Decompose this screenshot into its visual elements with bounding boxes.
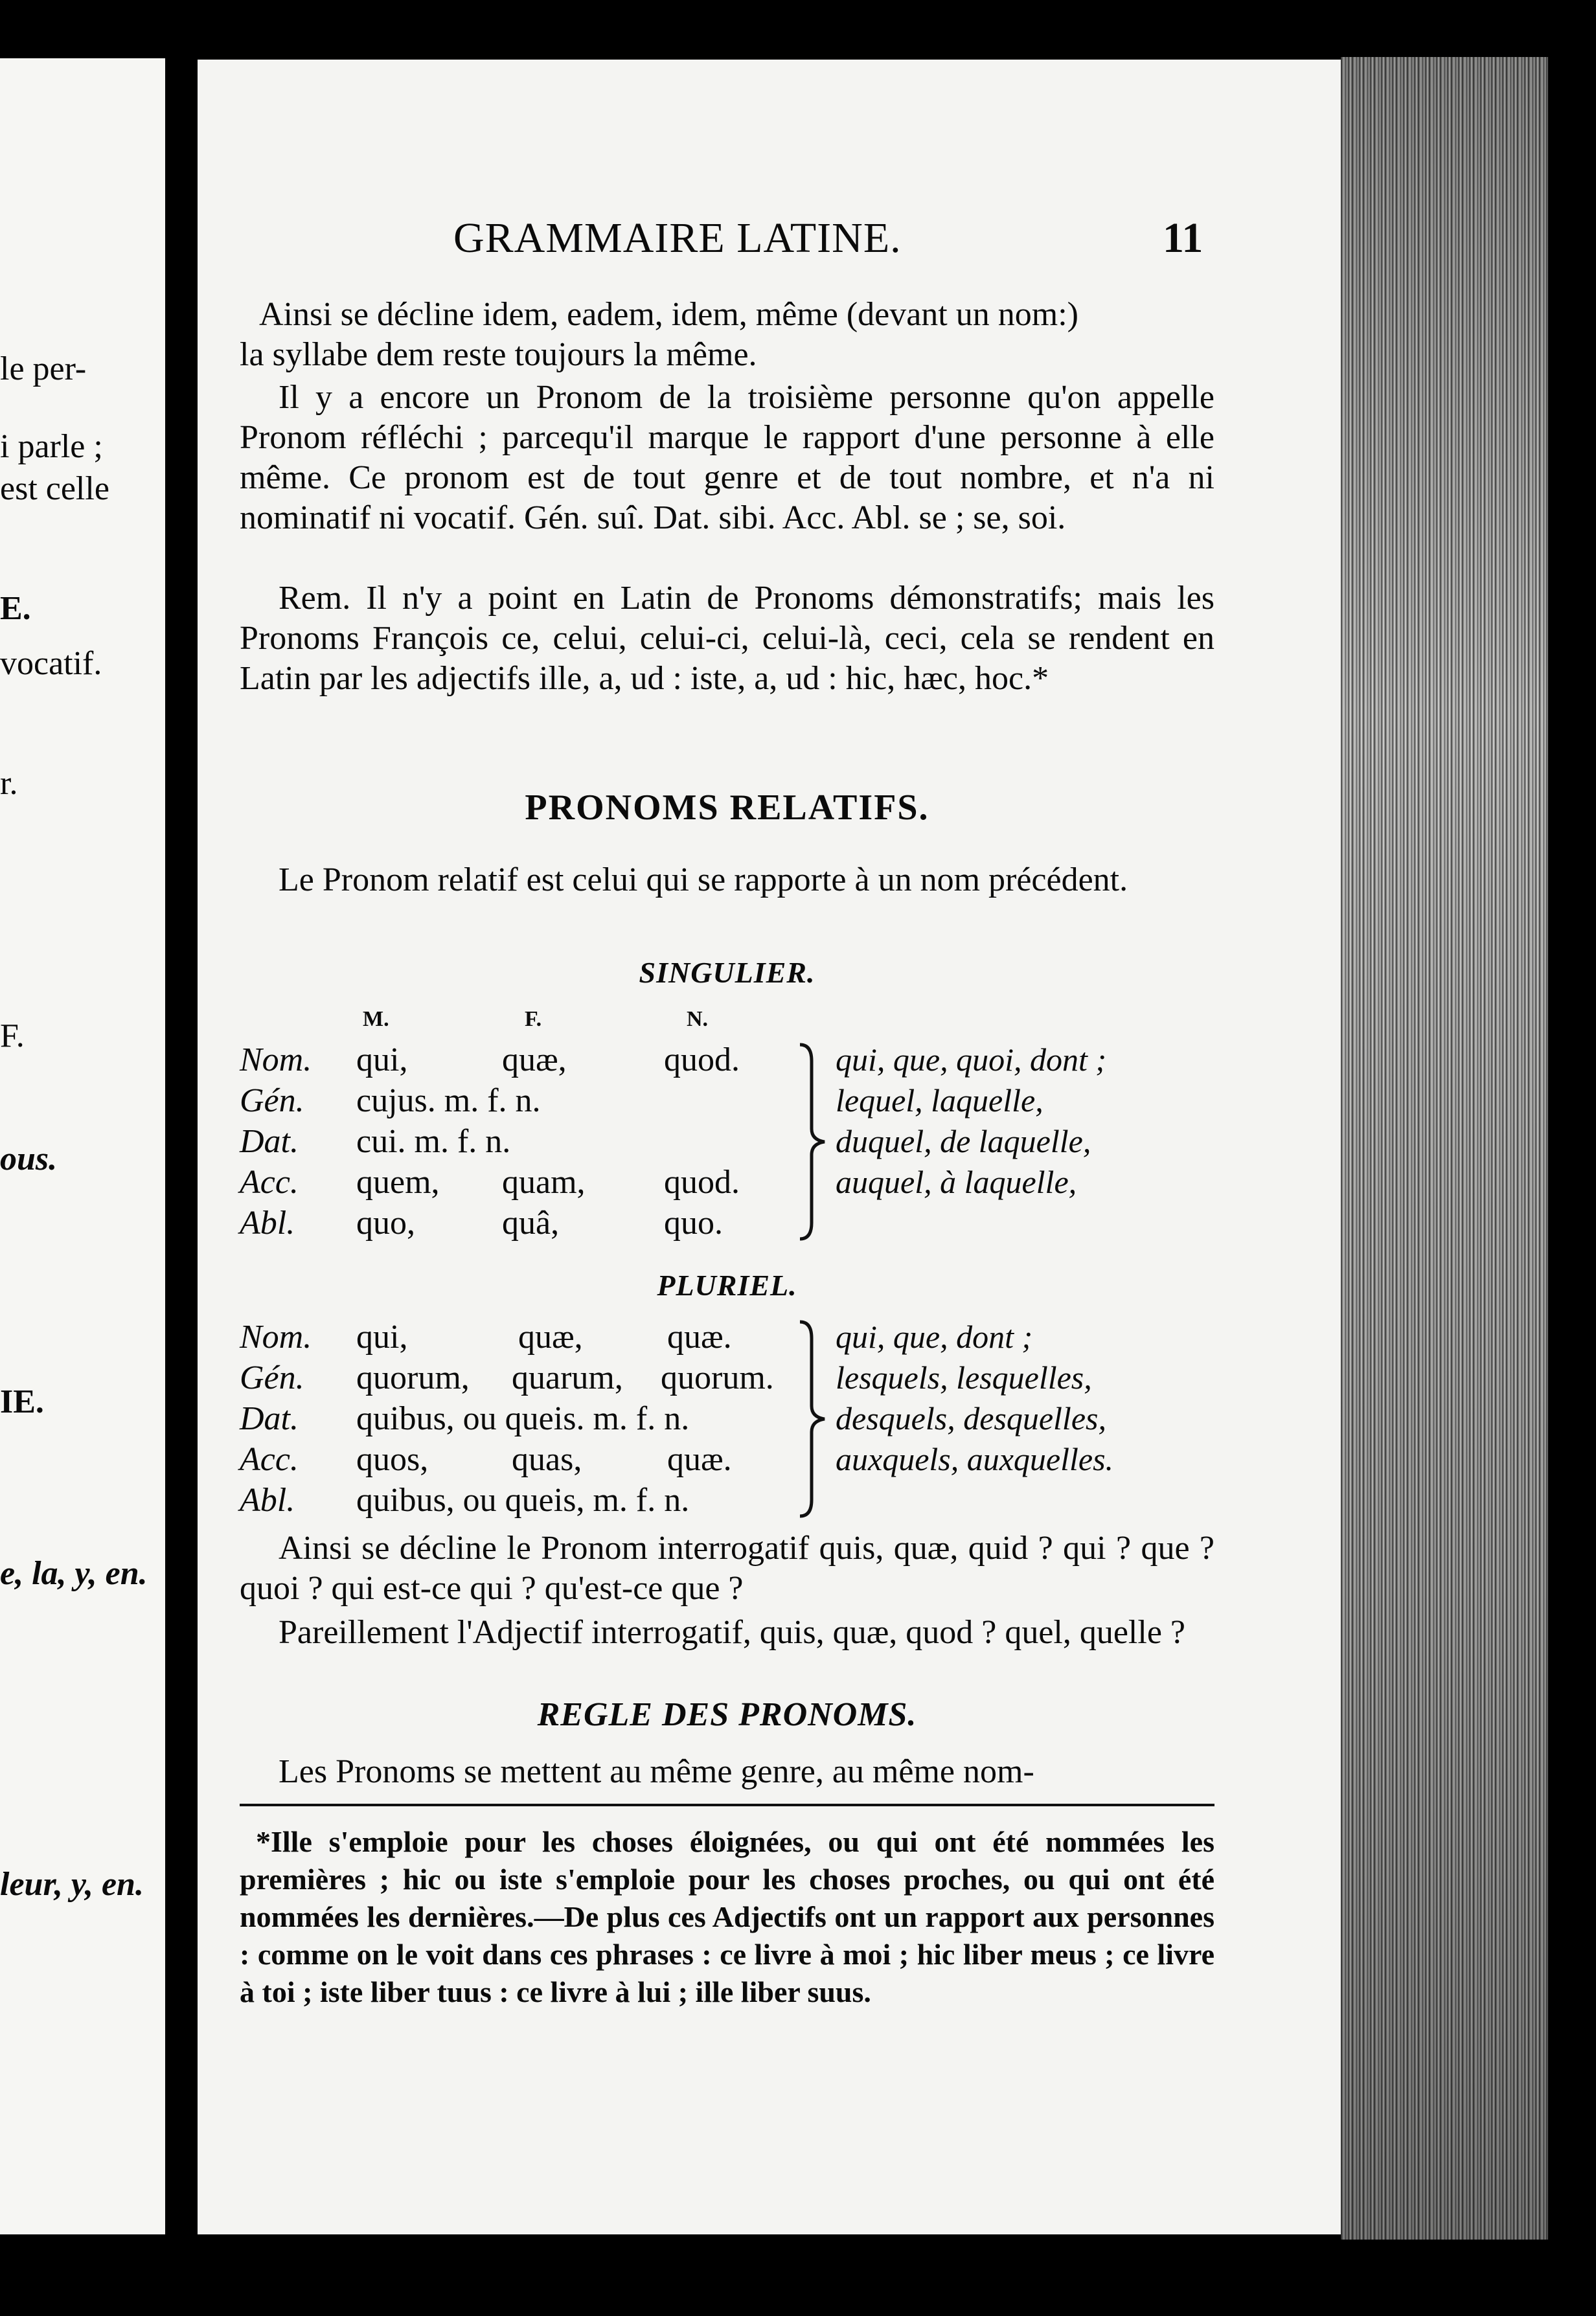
- paragraph-interrogatif: Ainsi se décline le Pronom interrogatif quis, quæ, quid ? qui ? que ? quoi ? qui est-ce qui ? qu'est-ce que ?: [240, 1530, 1214, 1607]
- page-number: 11: [1163, 214, 1203, 262]
- form-neuter: quorum.: [661, 1359, 774, 1396]
- form-feminine: quæ,: [502, 1041, 567, 1078]
- paragraph-adjectif-interrogatif: Pareillement l'Adjectif interrogatif, quis, quæ, quod ? quel, quelle ?: [279, 1614, 1185, 1651]
- form-feminine: quam,: [502, 1164, 586, 1201]
- form-neuter: quod.: [664, 1164, 740, 1201]
- form-all-genders: cui. m. f. n.: [356, 1123, 511, 1160]
- form-all-genders: quibus, ou queis, m. f. n.: [356, 1482, 690, 1519]
- case-label: Acc.: [240, 1164, 299, 1201]
- col-head-n: N.: [687, 1007, 709, 1031]
- plural-gloss-line: qui, que, dont ;: [836, 1319, 1033, 1355]
- form-feminine: quæ,: [518, 1319, 583, 1356]
- plural-gloss-line: desquels, desquelles,: [836, 1400, 1106, 1436]
- regle-text: Les Pronoms se mettent au même genre, au même nom-: [279, 1753, 1034, 1790]
- singular-gloss-line: lequel, laquelle,: [836, 1082, 1043, 1118]
- case-label: Abl.: [240, 1205, 295, 1242]
- form-masculine: qui,: [356, 1319, 408, 1356]
- form-neuter: quæ.: [667, 1441, 732, 1478]
- case-label: Dat.: [240, 1123, 299, 1160]
- left-fragment: e, la, y, en.: [0, 1555, 148, 1592]
- col-head-f: F.: [525, 1007, 542, 1031]
- paragraph-1-line-1: Ainsi se décline idem, eadem, idem, même (devant un nom:): [259, 296, 1078, 333]
- section-title-regle: REGLE DES PRONOMS.: [537, 1696, 917, 1733]
- table-row: [240, 1481, 1214, 1521]
- plural-label: PLURIEL.: [657, 1269, 797, 1302]
- left-fragment: ous.: [0, 1141, 58, 1177]
- form-neuter: quæ.: [667, 1319, 732, 1356]
- col-head-m: M.: [363, 1007, 389, 1031]
- plural-brace: [793, 1319, 832, 1519]
- running-title: GRAMMAIRE LATINE.: [453, 214, 902, 262]
- form-masculine: quem,: [356, 1164, 440, 1201]
- left-facing-page: [0, 58, 165, 2234]
- singular-gloss-line: auquel, à laquelle,: [836, 1164, 1077, 1200]
- relatif-intro: Le Pronom relatif est celui qui se rapporte à un nom précédent.: [279, 861, 1128, 898]
- left-fragment: F.: [0, 1017, 25, 1054]
- table-row: [240, 1082, 1214, 1122]
- table-row: [240, 1318, 1214, 1358]
- case-label: Acc.: [240, 1441, 299, 1478]
- case-label: Nom.: [240, 1041, 312, 1078]
- form-masculine: qui,: [356, 1041, 408, 1078]
- case-label: Gén.: [240, 1082, 304, 1119]
- left-fragment: est celle: [0, 470, 109, 507]
- form-masculine: quos,: [356, 1441, 429, 1478]
- form-masculine: quo,: [356, 1205, 415, 1242]
- footnote: *Ille s'emploie pour les choses éloignées, ou qui ont été nommées les premières ; hic ou iste s'emploie pour les choses proches, ou qui ont été nommées les dernières.—De plus ces Adjectifs ont un rapport aux personnes : comme on le voit dans ces phrases : ce livre à moi ; hic liber meus ; ce livre à toi ; iste liber tuus : ce livre à lui ; ille liber suus.: [240, 1825, 1214, 2008]
- left-fragment: r.: [0, 765, 18, 802]
- footnote-rule: [240, 1804, 1214, 1806]
- singular-gloss-line: qui, que, quoi, dont ;: [836, 1041, 1107, 1078]
- case-label: Gén.: [240, 1359, 304, 1396]
- form-all-genders: cujus. m. f. n.: [356, 1082, 541, 1119]
- form-feminine: quas,: [512, 1441, 582, 1478]
- left-fragment: IE.: [0, 1383, 44, 1420]
- form-feminine: quâ,: [502, 1205, 560, 1242]
- singular-brace: [793, 1041, 832, 1242]
- left-fragment: vocatif.: [0, 645, 102, 682]
- singular-label: SINGULIER.: [639, 956, 815, 989]
- plural-gloss-line: lesquels, lesquelles,: [836, 1359, 1092, 1396]
- paragraph-2: Il y a encore un Pronom de la troisième personne qu'on appelle Pronom réfléchi ; parcequ'il marque le rapport d'une personne à elle même. Ce pronom est de tout genre et de tout nombre, et n'a ni nominatif ni vocatif. Gén. suî. Dat. sibi. Acc. Abl. se ; se, soi.: [240, 379, 1214, 536]
- case-label: Nom.: [240, 1319, 312, 1356]
- case-label: Abl.: [240, 1482, 295, 1519]
- left-fragment: le per-: [0, 350, 87, 387]
- form-all-genders: quibus, ou queis. m. f. n.: [356, 1400, 690, 1437]
- form-feminine: quarum,: [512, 1359, 623, 1396]
- plural-gloss-line: auxquels, auxquelles.: [836, 1441, 1114, 1477]
- page-block-edge: [1341, 57, 1552, 2240]
- form-neuter: quo.: [664, 1205, 723, 1242]
- form-masculine: quorum,: [356, 1359, 470, 1396]
- left-fragment: i parle ;: [0, 428, 103, 465]
- singular-gloss-line: duquel, de laquelle,: [836, 1123, 1091, 1159]
- section-title-relatifs: PRONOMS RELATIFS.: [525, 788, 929, 828]
- table-row: [240, 1204, 1214, 1244]
- paragraph-3: Rem. Il n'y a point en Latin de Pronoms démonstratifs; mais les Pronoms François ce, celui, celui-ci, celui-là, ceci, cela se rendent en Latin par les adjectifs ille, a, ud : iste, a, ud : hic, hæc, hoc.*: [240, 580, 1214, 697]
- paragraph-1: [240, 295, 1214, 375]
- form-neuter: quod.: [664, 1041, 740, 1078]
- left-fragment: leur, y, en.: [0, 1866, 144, 1903]
- case-label: Dat.: [240, 1400, 299, 1437]
- left-fragment: E.: [0, 590, 31, 627]
- paragraph-1-line-2: la syllabe dem reste toujours la même.: [240, 336, 757, 373]
